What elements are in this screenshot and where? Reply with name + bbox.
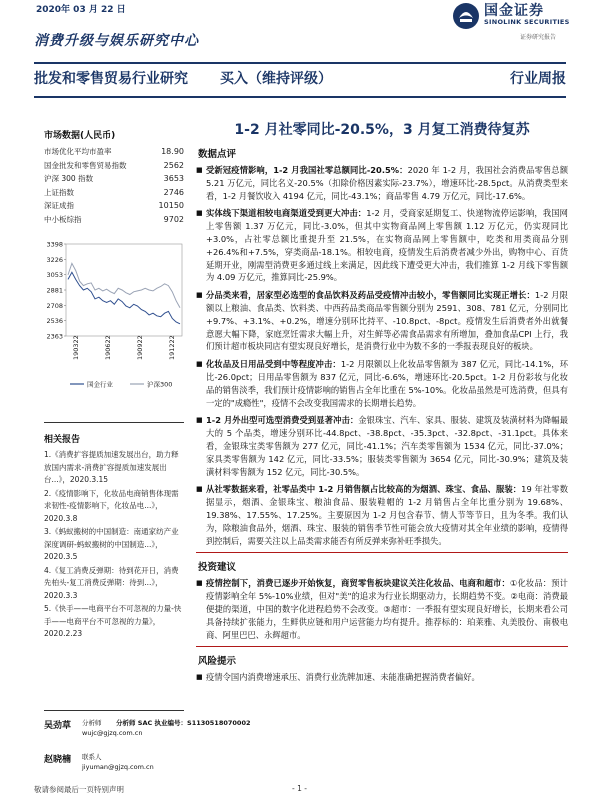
investment-lead: 疫情控制下，消费已逐步开始恢复，商贸零售板块建议关注化妆品、电商和超市：: [206, 578, 510, 589]
paragraph-text: 1-2 月限额以上化妆品零售额为 387 亿元，同比-14.1%，环比-26.0pct；日用品零售额为 837 亿元，同比-6.6%，增速环比-20.5pct。1-2 月份彩妆与化妆品的销售淡季，我们预计疫情影响的销售占全年比重在 5%-10%。化妆品虽然是可选消费，但具有一定的"成瘾性"，疫情不会改变我国需求的长期增长趋势。: [206, 359, 568, 408]
y-tick-label: 2363: [46, 332, 63, 341]
x-tick-label: 190922: [136, 335, 144, 360]
investment-paragraph: [196, 577, 568, 641]
logo-subtitle: 证券研究报告: [520, 34, 557, 41]
market-data-row: [44, 159, 184, 173]
analyst-name: 吴劲草: [44, 721, 72, 731]
paragraph-text: 19 年社零数据显示，烟酒、金银珠宝、粮油食品、服装鞋帽的 1-2 月销售占全年比重分别为 19.68%、19.38%、17.55%、17.25%。主要原因为 1-2 月包含春节、情人节等节日，且为冬季。我们认为，除粮油食品外，烟酒、珠宝、服装的销售季节性可能会放大疫情对其全年业绩的影响，疫情得到控制后，需要关注以上品类需求能否有所反弹来弥补旺季损失。: [206, 484, 568, 546]
market-value: 3653: [163, 174, 184, 183]
market-value: 2746: [163, 187, 184, 197]
section-investment: 投资建议: [198, 562, 237, 574]
market-label: 中小板综指: [44, 214, 82, 224]
related-report-item[interactable]: 4.《复工消费反弹期：待到花开日，消费先柏头-复工消费反弹期：待到...》，2020.3.3: [44, 565, 179, 600]
logo-text-cn: 国金证券: [484, 3, 544, 19]
related-reports-list: [44, 449, 184, 641]
market-value: 9702: [163, 214, 184, 224]
sidebar-divider-2: [44, 710, 184, 711]
series-line-0: [68, 272, 180, 324]
research-center-title: 消费升级与娱乐研究中心: [34, 33, 199, 49]
related-report-item[interactable]: 3.《蚂蚁搬树的中国制造：南通家纺产业深度调研-蚂蚁搬树的中国制造...》，2020.3.5: [44, 527, 179, 561]
related-reports-title: 相关报告: [44, 435, 81, 445]
section-divider-2: [196, 646, 568, 647]
y-tick-label: 3053: [46, 271, 63, 280]
data-review-paragraph: [196, 164, 568, 202]
market-data-title: 市场数据(人民币): [44, 131, 116, 141]
analyst-sac-id: 分析师 SAC 执业编号：S1130518070002: [116, 719, 251, 727]
market-label: 国金批发和零售贸易指数: [44, 160, 127, 170]
x-tick-label: 190622: [104, 335, 112, 360]
report-title: 1-2 月社零同比-20.5%，3 月复工消费待复苏: [234, 122, 530, 138]
contact-title: 联系人: [82, 753, 102, 761]
paragraph-lead: 实体线下渠道相较电商渠道受到更大冲击：: [206, 208, 367, 219]
related-reports: [44, 432, 184, 642]
sidebar-divider: [44, 422, 184, 423]
market-label: 深证成指: [44, 201, 74, 210]
logo-text-en: SINOLINK SECURITIES: [484, 18, 570, 26]
related-report-item[interactable]: 5.《快手——电商平台不可忽视的力量-快手——电商平台不可忽视的力量》，2020.2.23: [44, 604, 182, 638]
paragraph-lead: 受新冠疫情影响，1-2 月我国社零总额同比-20.5%：: [206, 165, 408, 175]
data-review-paragraph: [196, 207, 568, 284]
index-chart-svg: [40, 236, 190, 406]
market-label: 市场优化平均市盈率: [44, 147, 112, 156]
page-number: - 1 -: [292, 784, 307, 793]
data-review-paragraph: [196, 414, 568, 478]
market-value: 10150: [158, 201, 184, 210]
sinolink-logo: [452, 0, 582, 44]
data-review-paragraph: [196, 358, 568, 409]
risk-paragraph: ■ 疫情令国内消费增速承压、消费行业洗牌加速、未能准确把握消费者偏好。: [196, 671, 568, 684]
paragraph-lead: 从社零数据来看，社零品类中 1-2 月销售额占比较高的为烟酒、珠宝、食品、服装：: [206, 484, 522, 495]
market-value: 18.90: [161, 147, 184, 156]
market-data-row: [44, 172, 184, 186]
series-line-1: [68, 263, 180, 307]
x-tick-label: 191222: [168, 335, 176, 360]
report-date: 2020年 03 月 22 日: [36, 5, 126, 15]
report-type: 行业周报: [510, 71, 566, 87]
investment-text: ①化妆品：预计疫情影响全年 5%-10%业绩，但对"美"的追求为行业长期驱动力，长期趋势不变。②电商：消费最便捷的渠道，中国的数字化进程趋势不会改变。③超市：一季报有望实现良好增长，长期来看公司具备持续扩张能力，生鲜供应链和用户运营能力均有提升。推荐标的：珀莱雅、丸美股份、南极电商、阿里巴巴、永辉超市。: [206, 578, 568, 640]
x-tick-label: 190322: [72, 335, 80, 360]
legend-label: 国金行业: [87, 380, 113, 389]
paragraph-lead: 1-2 月外出型可选型消费受到显著冲击：: [206, 415, 359, 426]
footer-disclaimer: 敬请参阅最后一页特别声明: [34, 785, 124, 794]
contact-name: 赵晓楠: [44, 755, 72, 765]
market-label: 沪深 300 指数: [44, 174, 94, 183]
index-chart: [40, 236, 190, 406]
market-data-row: [44, 145, 184, 159]
main-content: [196, 120, 568, 689]
paragraph-text: 1-2 月，受商家延期复工、快递物流停运影响，我国网上零售额 1.37 万亿元，同比-3.0%，但其中实物商品网上零售额 1.12 万亿元，仍实现同比+3.0%，占社零总额比重提升至 21.5%，在实物商品网上零售额中，吃类和用类商品分别+26.4%和+7.5%，穿类商品-18.1%。相较电商，疫情发生后消费者减少外出，购物中心、百货延期开业，刚需型消费更多通过线上来满足，因此线下遭受更大冲击，我们推算 1-2 月线下零售额为 4.09 万亿元，推算同比-25.9%。: [206, 208, 568, 283]
data-review-paragraph: [196, 483, 568, 547]
paragraph-text: 金银珠宝、汽车、家具、服装、建筑及装潢材料为降幅最大的 5 个品类，增速分别环比-44.8pct、-38.8pct、-35.3pct、-32.8pct、-31.1pct。具体来看，金银珠宝类零售额为 277 亿元，同比-41.1%；汽车类零售额为 1534 亿元，同比-37.0%；家具类零售额为 142 亿元，同比-33.5%；服装类零售额为 3654 亿元，同比-30.9%；建筑及装潢材料零售额为 152 亿元，同比-30.5%。: [206, 415, 568, 477]
data-review-paragraphs: [196, 164, 568, 547]
analyst-title: 分析师: [82, 719, 102, 727]
y-tick-label: 2881: [46, 286, 63, 295]
y-tick-label: 2536: [46, 317, 63, 326]
market-label: 上证指数: [44, 187, 74, 197]
section-divider: [196, 552, 568, 553]
y-tick-label: 3226: [46, 255, 63, 264]
market-data-row: [44, 186, 184, 200]
y-tick-label: 3398: [46, 240, 63, 249]
industry-title: 批发和零售贸易行业研究: [34, 71, 188, 87]
header-rule-top: [34, 62, 566, 64]
header-rule-bottom: [34, 96, 566, 98]
paragraph-text: 2020 年 1-2 月，我国社会消费品零售总额 5.21 万亿元，同比名义-20.5%（扣除价格因素实际-23.7%），增速环比-28.5pct。从消费类型来看，1-2 月餐饮收入 4194 亿元，同比-43.1%；商品零售 4.79 万亿元，同比-17.6%。: [206, 165, 568, 201]
related-report-item[interactable]: 1.《消费扩容提质加速发展出台，助力释放国内需求-消费扩容提质加速发展出台...》，2020.3.15: [44, 450, 179, 484]
market-data-table: [44, 145, 184, 226]
paragraph-lead: 分品类来看，居家型必选型的食品饮料及药品受疫情冲击较小，零售额同比实现正增长：: [206, 290, 535, 301]
sinolink-logo-icon: [452, 2, 480, 30]
analyst-email[interactable]: wujc@gjzq.com.cn: [82, 729, 143, 737]
data-review-paragraph: [196, 289, 568, 353]
market-value: 2562: [163, 160, 184, 170]
y-tick-label: 2708: [46, 301, 63, 310]
rating: 买入（维持评级）: [220, 71, 332, 87]
report-heading-bar: [34, 66, 566, 90]
market-data-panel: [44, 128, 184, 226]
market-data-row: [44, 199, 184, 213]
contact-email[interactable]: jiyuman@gjzq.com.cn: [82, 763, 154, 771]
related-report-item[interactable]: 2.《疫情影响下，化妆品电商销售体现需求韧性-疫情影响下，化妆品电...》，2020.3.8: [44, 488, 179, 523]
market-data-row: [44, 213, 184, 227]
legend-label: 沪深300: [147, 380, 173, 389]
section-risk: 风险提示: [198, 656, 237, 668]
paragraph-text: 1-2 月限额以上粮油、食品类、饮料类、中西药品类商品零售额分别为 2591、308、781 亿元，分别同比+9.7%、+3.1%、+0.2%，增速分别环比持平、-10.8pct、-8pct。疫情发生后消费者外出就餐意愿大幅下降，家庭烹饪需求大幅上升，对生鲜等必需食品需求有所增加，叠加食品CPI 上行，我们预计超市板块同店有望实现良好增长，是消费行业中为数不多的一季报表现良好的板块。: [206, 290, 568, 352]
section-data-review: 数据点评: [198, 149, 237, 160]
paragraph-lead: 化妆品及日用品受到中等程度冲击：: [206, 359, 341, 370]
